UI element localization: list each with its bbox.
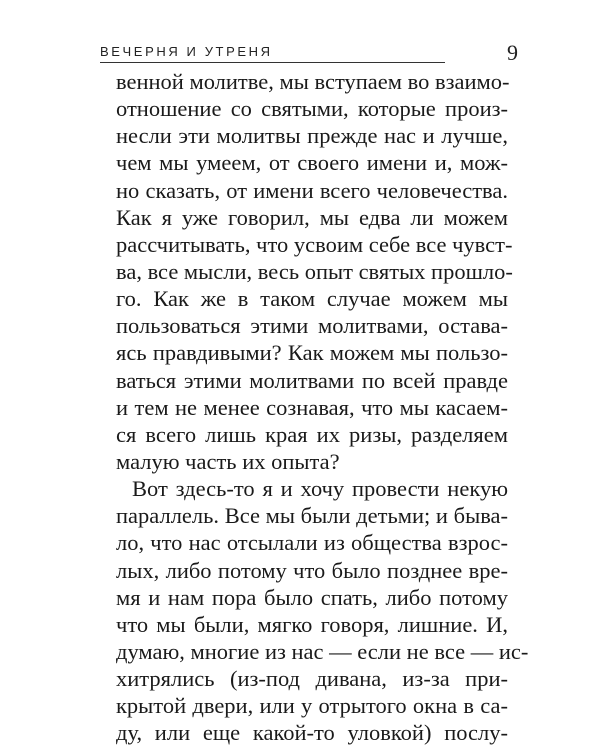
text-line: параллель. Все мы были детьми; и быва- xyxy=(116,503,508,529)
text-line: что мы были, мягко говоря, лишние. И, xyxy=(116,611,508,637)
text-line: рассчитывать, что усвоим себе все чувст- xyxy=(116,231,513,257)
text-line: ваться этими молитвами по всей правде xyxy=(116,367,508,393)
text-line: ся всего лишь края их ризы, разделяем xyxy=(116,421,508,447)
running-head xyxy=(100,40,518,64)
text-line: и тем не менее сознавая, что мы касаем- xyxy=(116,394,508,420)
text-line: ясь правдивыми? Как можем мы пользо- xyxy=(116,340,508,366)
text-line: несли эти молитвы прежде нас и лучше, xyxy=(116,123,508,149)
text-line: чем мы умеем, от своего имени и, мож- xyxy=(116,150,508,176)
text-line: пользоваться этими молитвами, остава- xyxy=(116,313,508,339)
text-line: хитрялись (из-под дивана, из-за при- xyxy=(116,666,508,692)
text-line: венной молитве, мы вступаем во взаимо- xyxy=(116,69,510,94)
running-head-rule xyxy=(100,62,445,63)
text-line: ва, все мысли, весь опыт святых прошло- xyxy=(116,258,513,284)
text-line: думаю, многие из нас — если не все — ис- xyxy=(116,638,529,664)
paragraph-2 xyxy=(116,475,529,746)
page-number: 9 xyxy=(507,40,518,65)
text-line: Вот здесь-то я и хочу провести некую xyxy=(132,476,508,502)
paragraph-1 xyxy=(116,68,513,475)
text-line: ло, что нас отсылали из общества взрос- xyxy=(116,530,508,556)
text-line: крытой двери, или у отрытого окна в са- xyxy=(116,693,508,719)
text-line: малую часть их опыта? xyxy=(116,448,340,474)
text-line: отношение со святыми, которые произ- xyxy=(116,96,508,122)
text-line: Как я уже говорил, мы едва ли можем xyxy=(116,204,508,230)
text-line: лых, либо потому что было позднее вре- xyxy=(116,557,508,583)
text-line: но сказать, от имени всего человечества. xyxy=(116,177,508,203)
text-line: мя и нам пора было спать, либо потому xyxy=(116,584,508,610)
running-head-title: ВЕЧЕРНЯ И УТРЕНЯ xyxy=(100,44,273,59)
text-line: ду, или еще какой-то уловкой) послу- xyxy=(116,720,508,746)
text-line: го. Как же в таком случае можем мы xyxy=(116,286,508,312)
body-text xyxy=(116,68,529,747)
